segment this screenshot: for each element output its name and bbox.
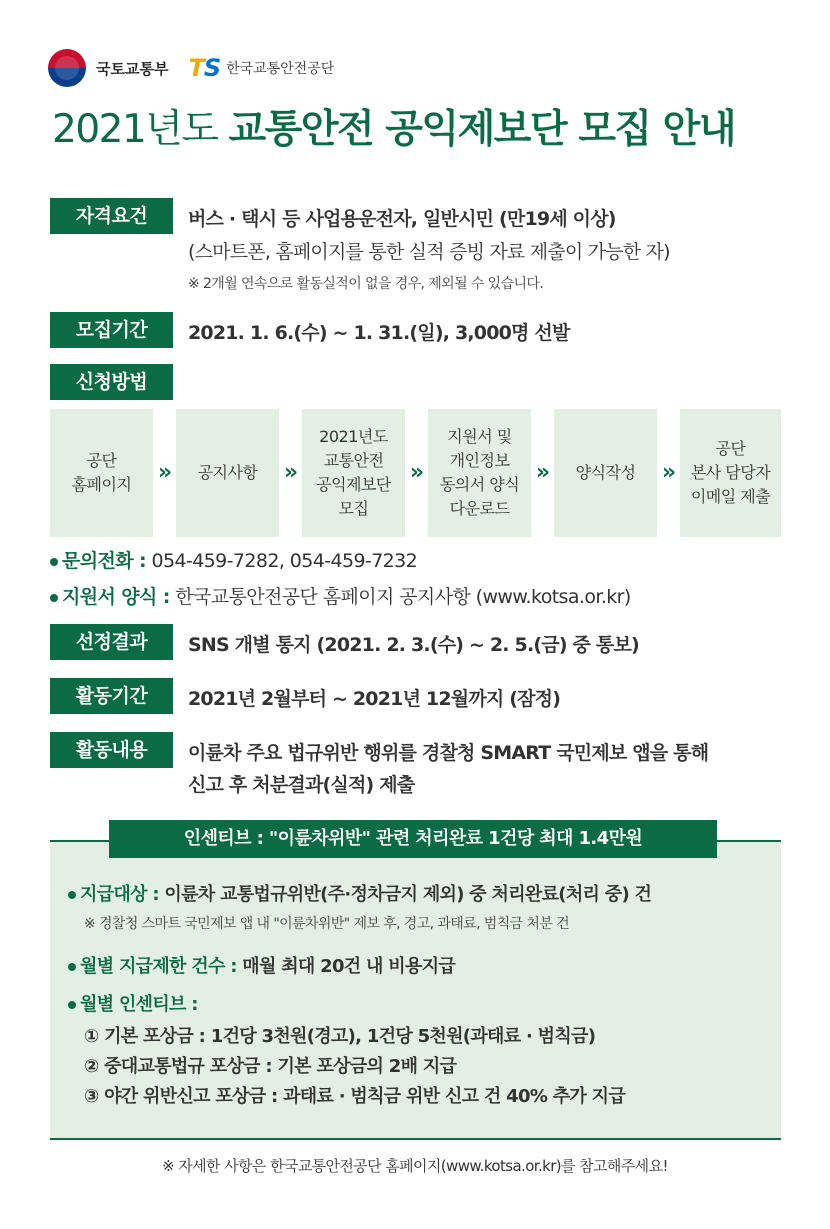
incentive-monthly: 월별 인센티브 : <box>68 990 198 1016</box>
bullet-icon <box>68 963 76 971</box>
bullet-icon <box>50 594 58 602</box>
method-label: 신청방법 <box>50 364 173 400</box>
step-recruitment: 2021년도 교통안전 공익제보단 모집 <box>302 409 405 537</box>
incentive-target: 지급대상 : 이륜차 교통법규위반(주·정차금지 제외) 중 처리완료(처리 중) 건 <box>68 880 651 906</box>
footer-note: ※ 자세한 사항은 한국교통안전공단 홈페이지(www.kotsa.or.kr)를 참고해주세요! <box>162 1157 668 1175</box>
bullet-icon <box>68 891 76 899</box>
government-emblem-icon <box>48 49 86 87</box>
ts-logo: TS <box>188 54 221 82</box>
activity-content-line1: 이륜차 주요 법규위반 행위를 경찰청 SMART 국민제보 앱을 통해 <box>188 742 709 764</box>
incentive-item-major: ② 중대교통법규 포상금 : 기본 포상금의 2배 지급 <box>84 1056 457 1077</box>
qualification-line1: 버스 · 택시 등 사업용운전자, 일반시민 (만19세 이상) <box>188 208 616 230</box>
period-text: 2021. 1. 6.(수) ~ 1. 31.(일), 3,000명 선발 <box>188 322 570 344</box>
step-arrow-icon: » <box>535 460 551 485</box>
step-arrow-icon: » <box>661 460 677 485</box>
qualification-line2: (스마트폰, 홈페이지를 통한 실적 증빙 자료 제출이 가능한 자) <box>188 241 670 263</box>
step-arrow-icon: » <box>283 460 299 485</box>
result-label: 선정결과 <box>50 624 173 660</box>
activity-content-line2: 신고 후 처분결과(실적) 제출 <box>188 774 415 796</box>
form-line: 지원서 양식 : 한국교통안전공단 홈페이지 공지사항 (www.kotsa.or.kr) <box>50 582 631 609</box>
incentive-title: 인센티브 : "이륜차위반" 관련 처리완료 1건당 최대 1.4만원 <box>109 820 717 858</box>
activity-content-label: 활동내용 <box>50 732 173 768</box>
incentive-item-night: ③ 야간 위반신고 포상금 : 과태료 · 범칙금 위반 신고 건 40% 추가 지급 <box>84 1086 626 1107</box>
incentive-item-basic: ① 기본 포상금 : 1건당 3천원(경고), 1건당 5천원(과태료 · 범칙금) <box>84 1026 596 1047</box>
incentive-target-note: ※ 경찰청 스마트 국민제보 앱 내 "이륜차위반" 제보 후, 경고, 과태료, 범칙금 처분 건 <box>84 916 570 932</box>
result-text: SNS 개별 통지 (2021. 2. 3.(수) ~ 2. 5.(금) 중 통보) <box>188 634 639 656</box>
step-arrow-icon: » <box>409 460 425 485</box>
step-fill-form: 양식작성 <box>554 409 657 537</box>
bullet-icon <box>50 558 58 566</box>
incentive-limit: 월별 지급제한 건수 : 매월 최대 20건 내 비용지급 <box>68 952 455 978</box>
step-email-submit: 공단 본사 담당자 이메일 제출 <box>680 409 781 537</box>
activity-period-text: 2021년 2월부터 ~ 2021년 12월까지 (잠정) <box>188 688 561 710</box>
bullet-icon <box>68 1001 76 1009</box>
step-homepage: 공단 홈페이지 <box>50 409 153 537</box>
period-label: 모집기간 <box>50 312 173 348</box>
page-title: 2021년도 교통안전 공익제보단 모집 안내 <box>52 107 735 152</box>
step-notice: 공지사항 <box>176 409 279 537</box>
agency-name: 한국교통안전공단 <box>226 61 335 77</box>
contact-line: 문의전화 : 054-459-7282, 054-459-7232 <box>50 546 417 573</box>
qualification-label: 자격요건 <box>50 198 173 234</box>
header-logos <box>48 48 334 88</box>
step-download: 지원서 및 개인정보 동의서 양식 다운로드 <box>428 409 531 537</box>
activity-period-label: 활동기간 <box>50 678 173 714</box>
qualification-note: ※ 2개월 연속으로 활동실적이 없을 경우, 제외될 수 있습니다. <box>188 276 544 292</box>
step-arrow-icon: » <box>157 460 173 485</box>
ministry-name: 국토교통부 <box>96 59 169 78</box>
